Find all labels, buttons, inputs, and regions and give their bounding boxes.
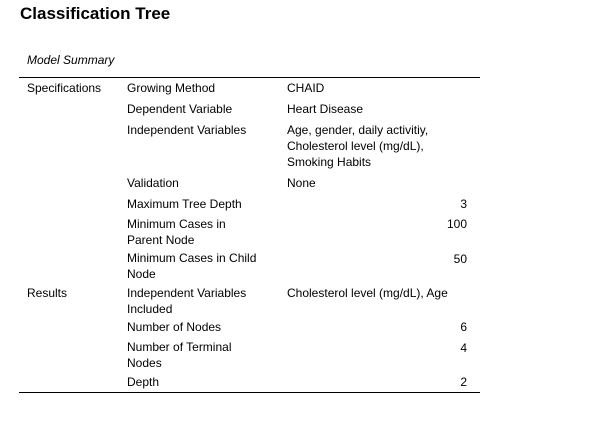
- row-label-validation: Validation: [127, 176, 179, 190]
- row-value-dependent-variable: Heart Disease: [287, 102, 364, 116]
- row-value-independent-variables-included: Cholesterol level (mg/dL), Age: [287, 286, 448, 300]
- row-value-minimum-cases-child: 50: [453, 252, 467, 266]
- row-label-dependent-variable: Dependent Variable: [127, 102, 233, 116]
- section-specifications: Specifications: [27, 81, 102, 95]
- row-value-depth: 2: [460, 375, 467, 389]
- row-value-maximum-tree-depth: 3: [460, 197, 467, 211]
- row-label-number-of-terminal-nodes-line-1: Number of Terminal: [127, 340, 232, 354]
- row-label-depth: Depth: [127, 375, 160, 389]
- row-value-validation: None: [287, 176, 316, 190]
- table-top-rule: [19, 77, 480, 78]
- row-value-number-of-nodes: 6: [460, 320, 467, 334]
- row-label-independent-variables-included-line-2: Included: [127, 302, 173, 316]
- row-label-minimum-cases-parent-line-2: Parent Node: [127, 233, 195, 247]
- row-label-minimum-cases-child-line-1: Minimum Cases in Child: [127, 251, 257, 265]
- table-bottom-rule: [19, 392, 480, 393]
- row-label-minimum-cases-parent-line-1: Minimum Cases in: [127, 217, 226, 231]
- row-label-minimum-cases-child-line-2: Node: [127, 267, 156, 281]
- page-title: Classification Tree: [20, 4, 171, 23]
- table-caption: Model Summary: [27, 53, 115, 67]
- row-value-independent-variables-line-2: Cholesterol level (mg/dL),: [287, 139, 424, 153]
- section-results: Results: [27, 286, 68, 300]
- row-value-number-of-terminal-nodes: 4: [460, 341, 467, 355]
- row-label-maximum-tree-depth: Maximum Tree Depth: [127, 197, 242, 211]
- row-value-minimum-cases-parent: 100: [446, 217, 467, 231]
- row-value-independent-variables-line-3: Smoking Habits: [287, 155, 372, 169]
- row-label-growing-method: Growing Method: [127, 81, 216, 95]
- row-label-independent-variables: Independent Variables: [127, 123, 247, 137]
- row-label-number-of-terminal-nodes-line-2: Nodes: [127, 356, 162, 370]
- row-label-number-of-nodes: Number of Nodes: [127, 320, 222, 334]
- row-label-independent-variables-included-line-1: Independent Variables: [127, 286, 247, 300]
- row-value-independent-variables-line-1: Age, gender, daily activitiy,: [287, 123, 429, 137]
- row-value-growing-method: CHAID: [287, 81, 325, 95]
